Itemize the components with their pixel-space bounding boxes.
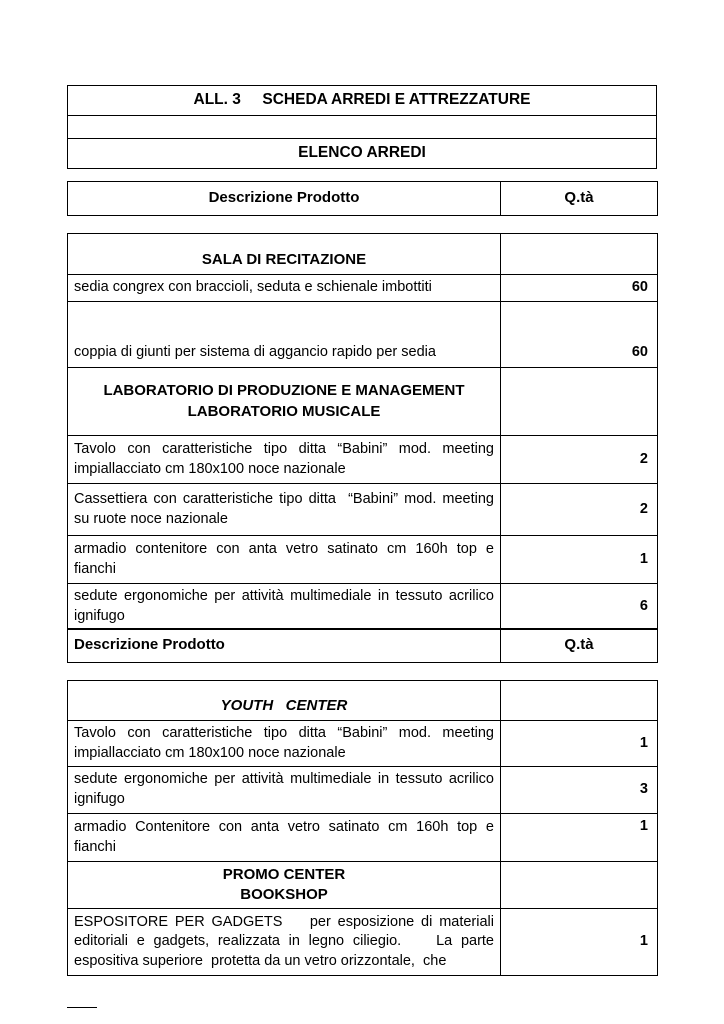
qty-cell: 60	[501, 275, 658, 302]
qty-cell: 3	[501, 767, 658, 814]
qty-cell: 1	[501, 536, 658, 584]
product-desc-cell: armadio contenitore con anta vetro satinato cm 160h top e fianchi	[68, 536, 501, 584]
product-desc-cell: Tavolo con caratteristiche tipo ditta “Babini” mod. meeting impiallacciato cm 180x100 noce nazionale	[68, 436, 501, 484]
desc-column-header: Descrizione Prodotto	[68, 629, 501, 663]
section-title-line-1: LABORATORIO DI PRODUZIONE E MANAGEMENT	[103, 382, 465, 400]
product-desc-cell: Tavolo con caratteristiche tipo ditta “Babini” mod. meeting impiallacciato cm 180x100 noce nazionale	[68, 721, 501, 767]
qty-cell-empty	[501, 368, 658, 436]
table-row	[68, 436, 658, 484]
table-row	[68, 275, 658, 302]
product-desc-cell: coppia di giunti per sistema di aggancio rapido per sedia	[68, 302, 501, 368]
table-row	[68, 86, 657, 116]
section-title: YOUTH CENTER	[68, 681, 501, 721]
qty-cell: 60	[501, 302, 658, 368]
doc-title: ALL. 3 SCHEDA ARREDI E ATTREZZATURE	[68, 86, 657, 116]
product-desc-cell: Cassettiera con caratteristiche tipo ditta “Babini” mod. meeting su ruote noce nazionale	[68, 484, 501, 536]
section-title-cell	[68, 368, 501, 436]
section-row	[68, 681, 658, 721]
main-table-2	[67, 680, 658, 976]
qty-cell: 2	[501, 436, 658, 484]
section-row	[68, 862, 658, 909]
product-desc-cell: sedute ergonomiche per attività multimediale in tessuto acrilico ignifugo	[68, 767, 501, 814]
section-title-line-2: BOOKSHOP	[240, 886, 328, 903]
table-row	[68, 484, 658, 536]
qty-cell-empty	[501, 862, 658, 909]
qty-column-header: Q.tà	[501, 629, 658, 663]
table-row	[68, 814, 658, 862]
qty-cell: 2	[501, 484, 658, 536]
desc-column-header: Descrizione Prodotto	[68, 182, 501, 216]
column-header-table-2	[67, 628, 658, 663]
table-row	[68, 302, 658, 368]
qty-cell-empty	[501, 681, 658, 721]
doc-subtitle: ELENCO ARREDI	[68, 139, 657, 169]
table-row	[68, 584, 658, 630]
main-table-1	[67, 233, 658, 630]
product-desc-cell: sedute ergonomiche per attività multimediale in tessuto acrilico ignifugo	[68, 584, 501, 630]
section-title-line-2: LABORATORIO MUSICALE	[187, 402, 381, 420]
table-row	[68, 182, 658, 216]
next-table-partial-edge	[67, 1007, 97, 1008]
section-row	[68, 234, 658, 275]
header-table	[67, 85, 657, 169]
table-row	[68, 721, 658, 767]
qty-cell: 1	[501, 909, 658, 976]
section-title: SALA DI RECITAZIONE	[68, 234, 501, 275]
section-title-line-1: PROMO CENTER	[222, 865, 346, 883]
qty-cell: 6	[501, 584, 658, 630]
table-row	[68, 629, 658, 663]
section-title-cell	[68, 862, 501, 909]
section-row	[68, 368, 658, 436]
qty-cell: 1	[501, 721, 658, 767]
table-row	[68, 116, 657, 139]
table-row	[68, 536, 658, 584]
column-header-table-1	[67, 181, 658, 216]
header-spacer-cell	[68, 116, 657, 139]
table-row	[68, 139, 657, 169]
product-desc-cell: sedia congrex con braccioli, seduta e schienale imbottiti	[68, 275, 501, 302]
table-row	[68, 909, 658, 976]
qty-column-header: Q.tà	[501, 182, 658, 216]
qty-cell-empty	[501, 234, 658, 275]
product-desc-cell: ESPOSITORE PER GADGETS per esposizione di materiali editoriali e gadgets, realizzata in legno ciliegio. La parte espositiva superiore protetta da un vetro orizzontale, che	[68, 909, 501, 976]
table-row	[68, 767, 658, 814]
qty-cell: 1	[501, 814, 658, 862]
product-desc-cell: armadio Contenitore con anta vetro satinato cm 160h top e fianchi	[68, 814, 501, 862]
